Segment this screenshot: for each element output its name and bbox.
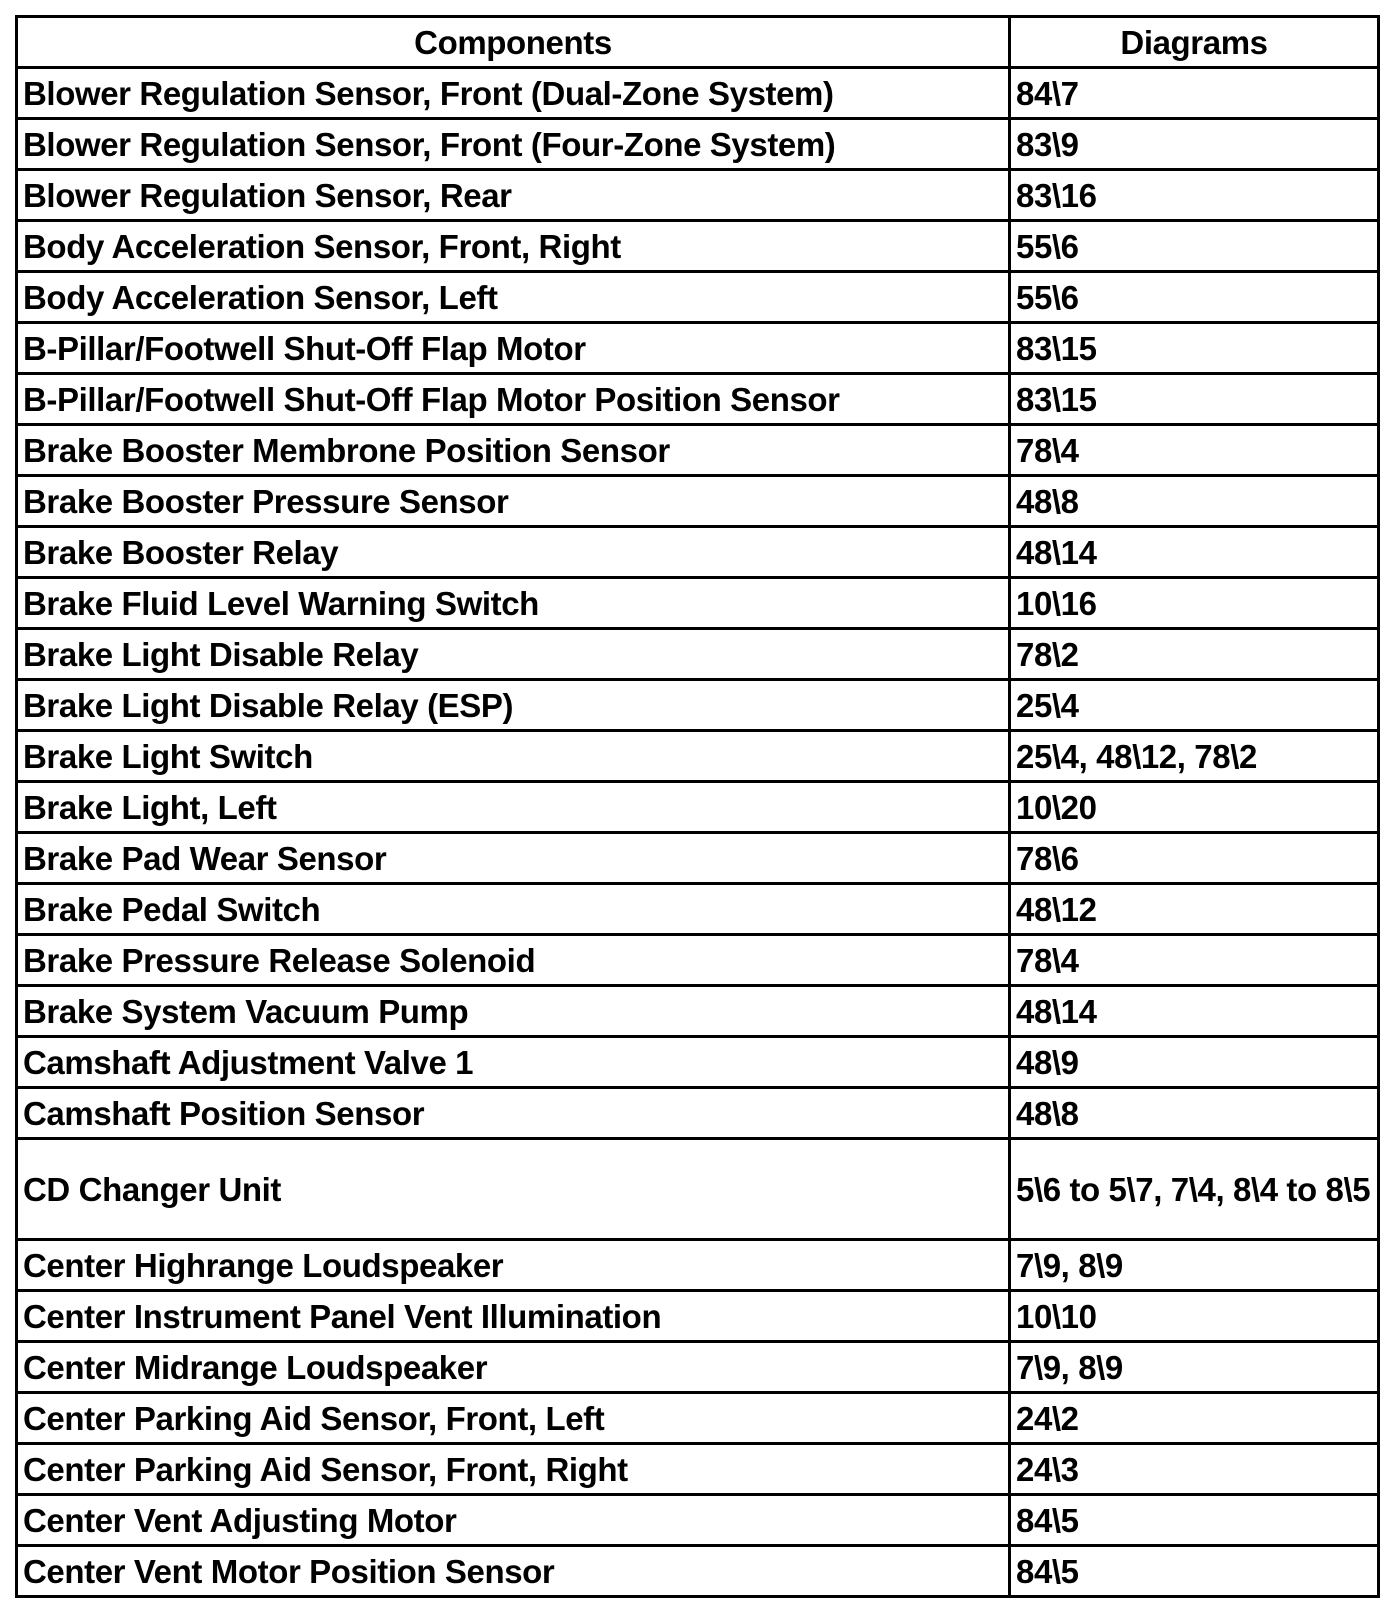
component-cell: Blower Regulation Sensor, Rear (17, 170, 1010, 221)
table-row (17, 119, 1379, 170)
diagram-cell: 48\14 (1010, 986, 1379, 1037)
table-row (17, 833, 1379, 884)
component-cell: Brake Light Disable Relay (17, 629, 1010, 680)
diagram-cell: 84\5 (1010, 1495, 1379, 1546)
diagram-cell: 83\15 (1010, 323, 1379, 374)
component-cell: Brake Light Switch (17, 731, 1010, 782)
table-row (17, 1291, 1379, 1342)
table-row (17, 374, 1379, 425)
component-cell: Blower Regulation Sensor, Front (Four-Zone System) (17, 119, 1010, 170)
component-cell: Center Highrange Loudspeaker (17, 1240, 1010, 1291)
table-row (17, 935, 1379, 986)
table-row (17, 272, 1379, 323)
diagram-cell: 7\9, 8\9 (1010, 1240, 1379, 1291)
header-row (17, 17, 1379, 68)
diagram-cell: 24\3 (1010, 1444, 1379, 1495)
table-row (17, 1444, 1379, 1495)
table-row (17, 1037, 1379, 1088)
diagram-cell: 78\4 (1010, 935, 1379, 986)
diagram-cell: 25\4 (1010, 680, 1379, 731)
diagram-cell: 48\8 (1010, 476, 1379, 527)
component-cell: Brake System Vacuum Pump (17, 986, 1010, 1037)
component-cell: Center Midrange Loudspeaker (17, 1342, 1010, 1393)
component-cell: Brake Light Disable Relay (ESP) (17, 680, 1010, 731)
component-cell: B-Pillar/Footwell Shut-Off Flap Motor Position Sensor (17, 374, 1010, 425)
table-row (17, 1546, 1379, 1597)
table-row (17, 221, 1379, 272)
component-cell: B-Pillar/Footwell Shut-Off Flap Motor (17, 323, 1010, 374)
table-row (17, 1342, 1379, 1393)
diagram-cell: 48\12 (1010, 884, 1379, 935)
component-cell: Center Vent Adjusting Motor (17, 1495, 1010, 1546)
diagram-cell: 48\8 (1010, 1088, 1379, 1139)
component-cell: Brake Fluid Level Warning Switch (17, 578, 1010, 629)
component-cell: Center Parking Aid Sensor, Front, Left (17, 1393, 1010, 1444)
component-cell: Camshaft Adjustment Valve 1 (17, 1037, 1010, 1088)
component-cell: Body Acceleration Sensor, Left (17, 272, 1010, 323)
component-cell: Center Parking Aid Sensor, Front, Right (17, 1444, 1010, 1495)
table-row (17, 884, 1379, 935)
diagram-cell: 5\6 to 5\7, 7\4, 8\4 to 8\5 (1010, 1139, 1379, 1240)
table-row (17, 731, 1379, 782)
component-cell: Brake Pedal Switch (17, 884, 1010, 935)
table-row (17, 1393, 1379, 1444)
table-row (17, 68, 1379, 119)
table-row (17, 986, 1379, 1037)
table-row (17, 1088, 1379, 1139)
table-row (17, 1240, 1379, 1291)
component-cell: Body Acceleration Sensor, Front, Right (17, 221, 1010, 272)
diagram-cell: 78\4 (1010, 425, 1379, 476)
components-table (15, 15, 1380, 1598)
table-row (17, 476, 1379, 527)
table-row (17, 578, 1379, 629)
component-cell: Brake Light, Left (17, 782, 1010, 833)
components-table-container (15, 15, 1377, 1598)
table-row (17, 323, 1379, 374)
table-row (17, 629, 1379, 680)
component-cell: Camshaft Position Sensor (17, 1088, 1010, 1139)
diagram-cell: 48\9 (1010, 1037, 1379, 1088)
diagram-cell: 78\6 (1010, 833, 1379, 884)
component-cell: Brake Pressure Release Solenoid (17, 935, 1010, 986)
component-cell: Brake Pad Wear Sensor (17, 833, 1010, 884)
component-cell: Brake Booster Relay (17, 527, 1010, 578)
diagram-cell: 84\5 (1010, 1546, 1379, 1597)
diagram-cell: 83\9 (1010, 119, 1379, 170)
table-row (17, 527, 1379, 578)
table-row (17, 1495, 1379, 1546)
component-cell: CD Changer Unit (17, 1139, 1010, 1240)
table-row (17, 170, 1379, 221)
table-row (17, 782, 1379, 833)
diagram-cell: 83\15 (1010, 374, 1379, 425)
diagram-cell: 48\14 (1010, 527, 1379, 578)
diagram-cell: 10\20 (1010, 782, 1379, 833)
diagram-cell: 78\2 (1010, 629, 1379, 680)
component-cell: Brake Booster Membrone Position Sensor (17, 425, 1010, 476)
diagram-cell: 55\6 (1010, 272, 1379, 323)
diagram-cell: 25\4, 48\12, 78\2 (1010, 731, 1379, 782)
component-cell: Blower Regulation Sensor, Front (Dual-Zone System) (17, 68, 1010, 119)
component-cell: Center Vent Motor Position Sensor (17, 1546, 1010, 1597)
component-cell: Brake Booster Pressure Sensor (17, 476, 1010, 527)
diagram-cell: 83\16 (1010, 170, 1379, 221)
diagram-cell: 55\6 (1010, 221, 1379, 272)
table-row (17, 680, 1379, 731)
header-components: Components (17, 17, 1010, 68)
diagram-cell: 84\7 (1010, 68, 1379, 119)
diagram-cell: 10\10 (1010, 1291, 1379, 1342)
diagram-cell: 24\2 (1010, 1393, 1379, 1444)
table-row (17, 1139, 1379, 1240)
header-diagrams: Diagrams (1010, 17, 1379, 68)
diagram-cell: 7\9, 8\9 (1010, 1342, 1379, 1393)
component-cell: Center Instrument Panel Vent Illumination (17, 1291, 1010, 1342)
diagram-cell: 10\16 (1010, 578, 1379, 629)
table-row (17, 425, 1379, 476)
